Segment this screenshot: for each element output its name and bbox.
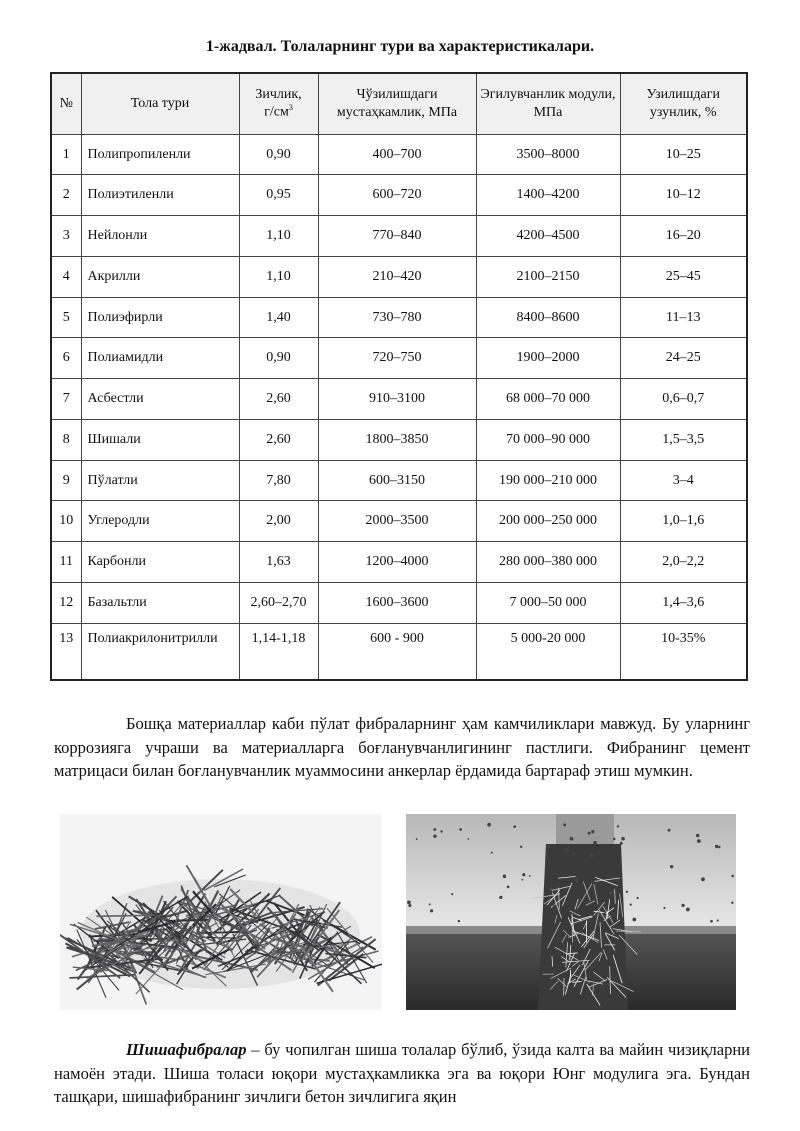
- row-strength: 600–720: [318, 175, 476, 216]
- table-row: [51, 134, 747, 175]
- concrete-pore: [593, 841, 597, 845]
- concrete-pore: [715, 845, 718, 848]
- concrete-pore: [591, 830, 594, 833]
- concrete-pore: [430, 909, 433, 912]
- row-density: 1,63: [239, 542, 318, 583]
- concrete-pore: [556, 907, 558, 909]
- concrete-pore: [552, 904, 554, 906]
- row-type: Полиакрилонитрилли: [81, 623, 239, 680]
- concrete-pore: [717, 919, 719, 921]
- row-type: Полипропиленли: [81, 134, 239, 175]
- concrete-pore: [588, 832, 591, 835]
- row-modulus: 68 000–70 000: [476, 379, 620, 420]
- row-elongation: 1,5–3,5: [620, 419, 747, 460]
- concrete-pore: [731, 875, 734, 878]
- row-elongation: 10-35%: [620, 623, 747, 680]
- row-type: Акрилли: [81, 256, 239, 297]
- concrete-crack-photo: [406, 814, 736, 1010]
- concrete-pore: [575, 879, 578, 882]
- row-elongation: 2,0–2,2: [620, 542, 747, 583]
- row-elongation: 24–25: [620, 338, 747, 379]
- concrete-pore: [686, 908, 690, 912]
- row-density: 2,60–2,70: [239, 582, 318, 623]
- concrete-pore: [549, 887, 552, 890]
- concrete-pore: [710, 920, 713, 923]
- row-density: 0,90: [239, 338, 318, 379]
- table-row: [51, 216, 747, 257]
- glass-fibers-term: Шишафибралар: [126, 1040, 247, 1059]
- table-row: [51, 256, 747, 297]
- row-density: 2,60: [239, 379, 318, 420]
- concrete-pore: [459, 828, 462, 831]
- table-row: [51, 379, 747, 420]
- header-density: [239, 73, 318, 134]
- row-num: 9: [51, 460, 81, 501]
- concrete-pore: [731, 901, 733, 903]
- row-modulus: 1400–4200: [476, 175, 620, 216]
- concrete-pore: [697, 839, 701, 843]
- concrete-pore: [513, 825, 516, 828]
- table-row: [51, 501, 747, 542]
- row-density: 7,80: [239, 460, 318, 501]
- concrete-pore: [626, 891, 628, 893]
- row-modulus: 7 000–50 000: [476, 582, 620, 623]
- concrete-pore: [696, 834, 700, 838]
- header-num: №: [51, 73, 81, 134]
- concrete-pore: [522, 879, 524, 881]
- row-type: Базальтли: [81, 582, 239, 623]
- row-num: 1: [51, 134, 81, 175]
- concrete-pore: [670, 865, 673, 868]
- concrete-pore: [570, 837, 574, 841]
- concrete-pore: [632, 918, 636, 922]
- row-num: 5: [51, 297, 81, 338]
- concrete-pore: [520, 846, 522, 848]
- row-modulus: 200 000–250 000: [476, 501, 620, 542]
- concrete-pore: [613, 838, 616, 841]
- row-num: 7: [51, 379, 81, 420]
- concrete-pore: [433, 828, 436, 831]
- concrete-pore: [636, 897, 638, 899]
- steel-fiber: [167, 920, 210, 921]
- row-density: 2,00: [239, 501, 318, 542]
- concrete-crack-illustration: [406, 814, 736, 1010]
- concrete-pore: [547, 845, 550, 848]
- table-row: [51, 582, 747, 623]
- row-type: Полиэтиленли: [81, 175, 239, 216]
- concrete-pore: [522, 873, 525, 876]
- table-row: [51, 297, 747, 338]
- row-density: 1,14-1,18: [239, 623, 318, 680]
- concrete-pore: [499, 896, 502, 899]
- row-modulus: 1900–2000: [476, 338, 620, 379]
- row-modulus: 2100–2150: [476, 256, 620, 297]
- concrete-pore: [416, 838, 418, 840]
- fiber-characteristics-table: [50, 72, 748, 681]
- concrete-pore: [408, 904, 411, 907]
- concrete-pore: [567, 846, 569, 848]
- header-type: Тола тури: [81, 73, 239, 134]
- row-strength: 1200–4000: [318, 542, 476, 583]
- concrete-pore: [507, 885, 510, 888]
- row-elongation: 0,6–0,7: [620, 379, 747, 420]
- table-header-row: [51, 73, 747, 134]
- concrete-pore: [433, 834, 436, 837]
- row-strength: 600–3150: [318, 460, 476, 501]
- row-density: 1,10: [239, 216, 318, 257]
- row-type: Карбонли: [81, 542, 239, 583]
- concrete-pore: [451, 893, 453, 895]
- concrete-pore: [529, 875, 531, 877]
- row-type: Шишали: [81, 419, 239, 460]
- row-strength: 720–750: [318, 338, 476, 379]
- steel-fibers-illustration: [60, 814, 382, 1010]
- row-num: 2: [51, 175, 81, 216]
- concrete-pore: [701, 877, 705, 881]
- row-num: 13: [51, 623, 81, 680]
- concrete-pore: [630, 903, 632, 905]
- row-elongation: 3–4: [620, 460, 747, 501]
- row-num: 6: [51, 338, 81, 379]
- concrete-pore: [429, 903, 431, 905]
- row-num: 4: [51, 256, 81, 297]
- row-strength: 2000–3500: [318, 501, 476, 542]
- row-type: Нейлонли: [81, 216, 239, 257]
- header-density-line1: Зичлик,: [255, 86, 302, 102]
- concrete-pore: [458, 920, 460, 922]
- concrete-pore: [597, 852, 599, 854]
- row-density: 1,40: [239, 297, 318, 338]
- row-elongation: 25–45: [620, 256, 747, 297]
- row-strength: 1800–3850: [318, 419, 476, 460]
- paragraph-glass-fibers: [54, 1038, 750, 1109]
- concrete-pore: [467, 838, 469, 840]
- header-strength: Чўзилишдаги мустаҳкамлик, МПа: [318, 73, 476, 134]
- row-strength: 600 - 900: [318, 623, 476, 680]
- row-modulus: 3500–8000: [476, 134, 620, 175]
- header-elongation: Узилишдаги узунлик, %: [620, 73, 747, 134]
- row-type: Пўлатли: [81, 460, 239, 501]
- concrete-pore: [487, 823, 491, 827]
- row-elongation: 10–25: [620, 134, 747, 175]
- row-strength: 730–780: [318, 297, 476, 338]
- row-elongation: 11–13: [620, 297, 747, 338]
- row-density: 0,90: [239, 134, 318, 175]
- row-modulus: 280 000–380 000: [476, 542, 620, 583]
- paragraph-glass-fibers-text: – бу чопилган шиша толалар бўлиб, ўзида калта ва майин чизиқларни намоён этади. Шиша толаси юқори мустаҳкамликка эга ва юқори Юнг модулига эга. Бундан ташқари, шишафибранинг зичлиги бетон зичлигига яқин: [54, 1040, 750, 1106]
- row-type: Полиэфирли: [81, 297, 239, 338]
- row-density: 2,60: [239, 419, 318, 460]
- concrete-pore: [590, 854, 593, 857]
- row-type: Полиамидли: [81, 338, 239, 379]
- header-modulus: Эгилувчанлик модули, МПа: [476, 73, 620, 134]
- concrete-pore: [668, 829, 671, 832]
- concrete-pore: [617, 825, 619, 827]
- table-row: [51, 338, 747, 379]
- row-type: Асбестли: [81, 379, 239, 420]
- row-num: 3: [51, 216, 81, 257]
- concrete-pore: [609, 891, 613, 895]
- row-modulus: 5 000-20 000: [476, 623, 620, 680]
- concrete-pore: [620, 842, 623, 845]
- row-strength: 400–700: [318, 134, 476, 175]
- table-row: [51, 542, 747, 583]
- header-density-line2: г/см: [264, 105, 289, 121]
- row-num: 10: [51, 501, 81, 542]
- table-row: [51, 460, 747, 501]
- row-num: 11: [51, 542, 81, 583]
- row-density: 0,95: [239, 175, 318, 216]
- table-row: [51, 175, 747, 216]
- row-num: 12: [51, 582, 81, 623]
- concrete-pore: [491, 852, 493, 854]
- concrete-pore: [563, 823, 566, 826]
- row-modulus: 4200–4500: [476, 216, 620, 257]
- table-row: [51, 623, 747, 680]
- table-row: [51, 419, 747, 460]
- concrete-pore: [565, 848, 569, 852]
- row-strength: 770–840: [318, 216, 476, 257]
- concrete-pore: [681, 904, 684, 907]
- row-num: 8: [51, 419, 81, 460]
- table-caption: 1-жадвал. Толаларнинг тури ва характеристикалари.: [205, 38, 595, 55]
- concrete-pore: [621, 837, 625, 841]
- paragraph-steel-fibers-text: Бошқа материаллар каби пўлат фибраларнинг ҳам камчиликлари мавжуд. Бу уларнинг коррозияга учраши ва материалларга боғланувчанлигининг пастлиги. Фибранинг цемент матрицаси билан боғланувчанлик муаммосини анкерлар ёрдамида бартараф этиш мумкин.: [54, 714, 750, 780]
- row-strength: 210–420: [318, 256, 476, 297]
- concrete-pore: [572, 853, 574, 855]
- steel-fibers-photo: [60, 814, 382, 1010]
- table-body: [51, 134, 747, 680]
- paragraph-steel-fibers: [54, 712, 750, 783]
- row-elongation: 1,4–3,6: [620, 582, 747, 623]
- row-strength: 1600–3600: [318, 582, 476, 623]
- row-elongation: 1,0–1,6: [620, 501, 747, 542]
- row-strength: 910–3100: [318, 379, 476, 420]
- row-modulus: 8400–8600: [476, 297, 620, 338]
- row-elongation: 10–12: [620, 175, 747, 216]
- row-density: 1,10: [239, 256, 318, 297]
- concrete-pore: [407, 900, 411, 904]
- concrete-pore: [663, 907, 665, 909]
- header-density-sup: 3: [288, 103, 293, 113]
- row-modulus: 190 000–210 000: [476, 460, 620, 501]
- row-elongation: 16–20: [620, 216, 747, 257]
- concrete-pore: [503, 875, 507, 879]
- row-modulus: 70 000–90 000: [476, 419, 620, 460]
- concrete-pore: [440, 830, 442, 832]
- row-type: Углеродли: [81, 501, 239, 542]
